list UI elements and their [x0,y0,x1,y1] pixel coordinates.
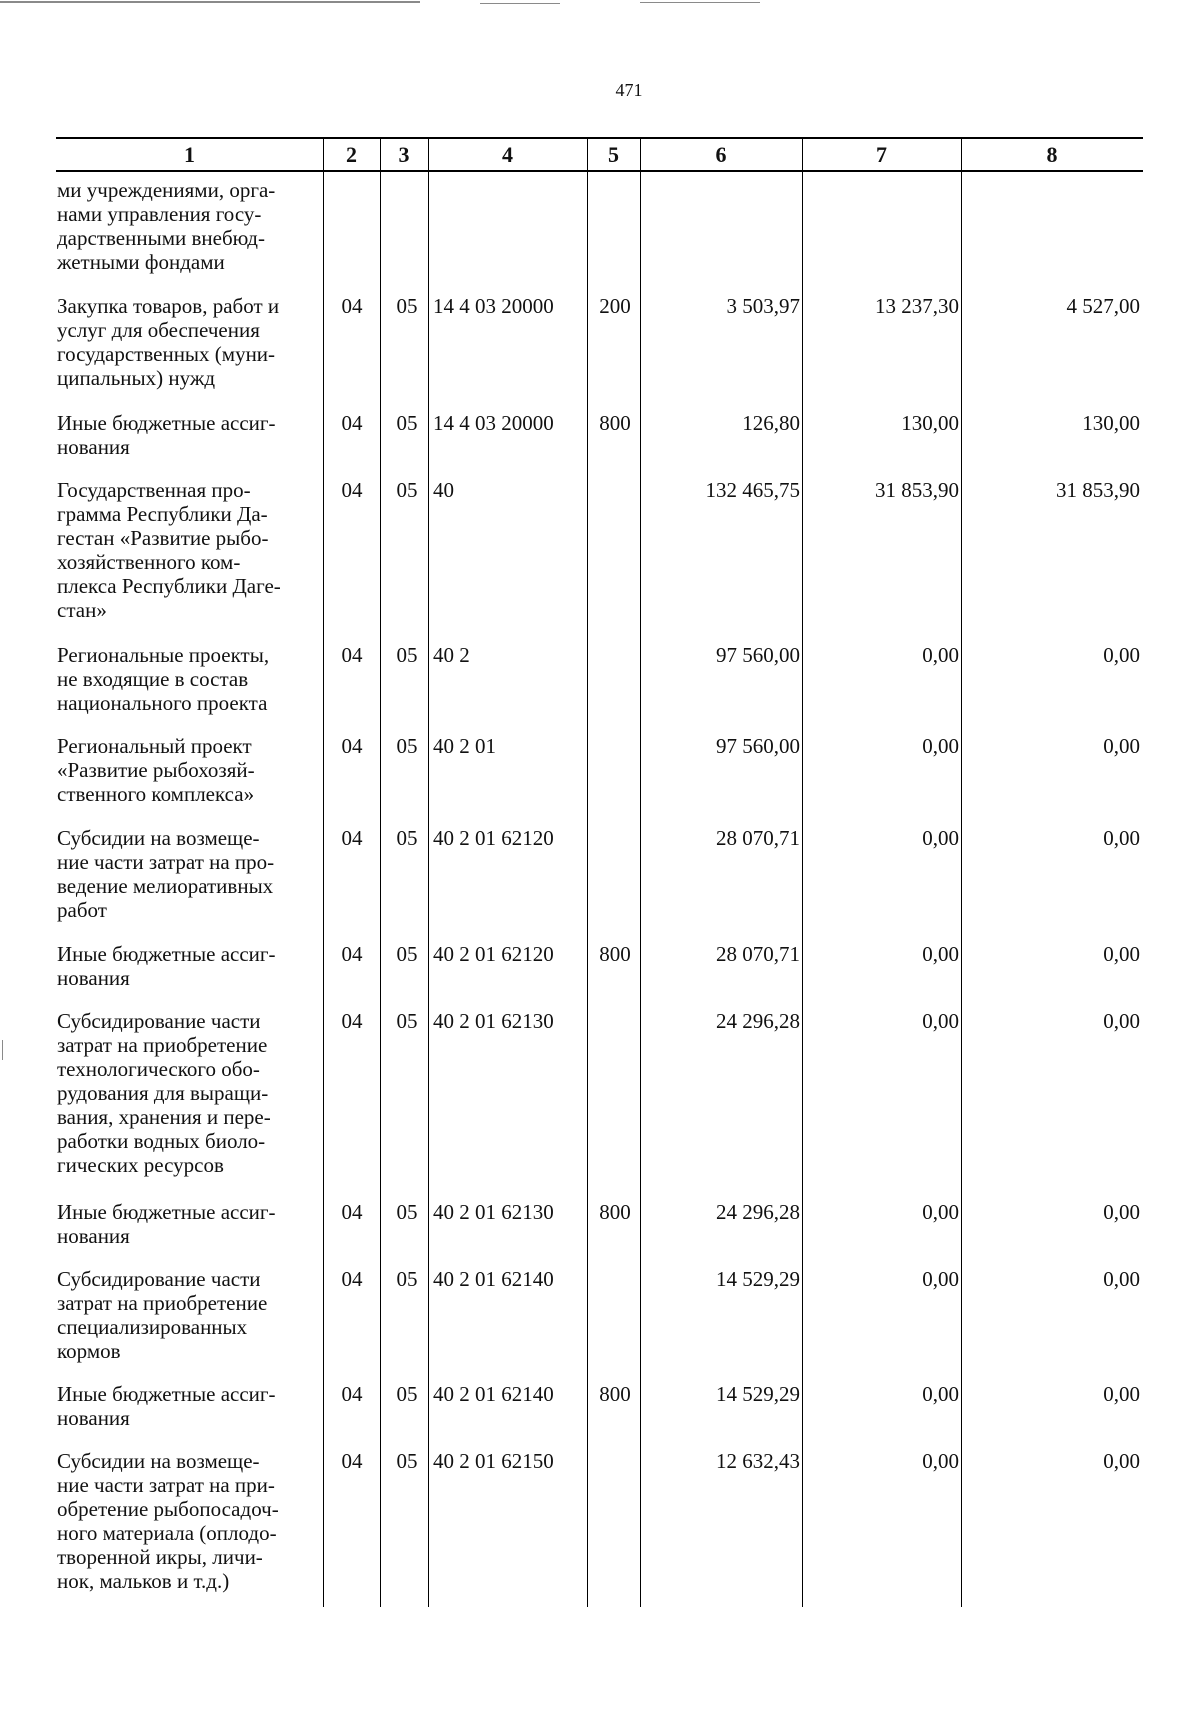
amount-column-8: 0,00 [1103,826,1140,850]
row-name: Региональные проекты, не входящие в состав национального проекта [57,643,270,715]
amount-column-6: 132 465,75 [705,478,800,502]
page-number: 471 [615,80,643,100]
section-code: 04 [341,643,363,667]
amount-column-7: 0,00 [922,942,959,966]
subsection-code: 05 [396,478,418,502]
scan-artifact-top-line [640,2,760,3]
target-article-code: 40 2 01 62130 [433,1200,554,1224]
column-divider [380,137,381,1607]
amount-column-6: 12 632,43 [716,1449,800,1473]
amount-column-8: 0,00 [1103,1200,1140,1224]
row-name: Субсидирование части затрат на приобретение специализированных кормов [57,1267,268,1363]
amount-column-7: 13 237,30 [875,294,959,318]
amount-column-8: 0,00 [1103,942,1140,966]
row-name: Иные бюджетные ассиг- нования [57,1382,276,1430]
amount-column-7: 0,00 [922,1200,959,1224]
amount-column-7: 0,00 [922,1382,959,1406]
column-divider [428,137,429,1607]
amount-column-8: 0,00 [1103,1382,1140,1406]
row-name: Субсидии на возмеще- ние части затрат на про- ведение мелиоративных работ [57,826,275,922]
amount-column-7: 0,00 [922,1267,959,1291]
amount-column-7: 31 853,90 [875,478,959,502]
continuation-text: ми учреждениями, орга- нами управления госу- дарственными внебюд- жетными фондами [57,178,276,274]
amount-column-6: 24 296,28 [716,1200,800,1224]
section-code: 04 [341,478,363,502]
amount-column-7: 0,00 [922,643,959,667]
column-header: 4 [502,142,513,167]
row-name: Субсидирование части затрат на приобретение технологического обо- рудования для выращи- вания, хранения и пере- работки водных биоло- гических ресурсов [57,1009,271,1177]
column-header: 8 [1046,142,1058,167]
scan-artifact-top-line [480,3,560,4]
amount-column-8: 130,00 [1082,411,1140,435]
row-name: Иные бюджетные ассиг- нования [57,1200,276,1248]
subsection-code: 05 [396,826,418,850]
subsection-code: 05 [396,734,418,758]
amount-column-7: 0,00 [922,1449,959,1473]
section-code: 04 [341,1449,363,1473]
subsection-code: 05 [396,1009,418,1033]
amount-column-7: 0,00 [922,734,959,758]
amount-column-8: 0,00 [1103,1267,1140,1291]
subsection-code: 05 [396,643,418,667]
amount-column-7: 0,00 [922,1009,959,1033]
amount-column-6: 126,80 [742,411,800,435]
target-article-code: 40 2 01 62120 [433,942,554,966]
expense-type-code: 800 [599,411,631,435]
expense-type-code: 800 [599,942,631,966]
amount-column-6: 24 296,28 [716,1009,800,1033]
row-name: Иные бюджетные ассиг- нования [57,942,276,990]
amount-column-6: 14 529,29 [716,1267,800,1291]
amount-column-7: 0,00 [922,826,959,850]
subsection-code: 05 [396,1267,418,1291]
subsection-code: 05 [396,411,418,435]
section-code: 04 [341,942,363,966]
row-name: Региональный проект «Развитие рыбохозяй- ственного комплекса» [57,734,255,806]
row-name: Государственная про- грамма Республики Да- гестан «Развитие рыбо- хозяйственного ком- плекса Республики Даге- стан» [57,478,281,622]
target-article-code: 40 2 01 62130 [433,1009,554,1033]
section-code: 04 [341,411,363,435]
amount-column-6: 28 070,71 [716,942,800,966]
subsection-code: 05 [396,942,418,966]
amount-column-8: 0,00 [1103,1449,1140,1473]
amount-column-8: 0,00 [1103,643,1140,667]
column-divider [323,137,324,1607]
section-code: 04 [341,734,363,758]
column-divider [802,137,803,1607]
expense-type-code: 200 [599,294,631,318]
target-article-code: 40 2 01 [433,734,496,758]
column-header: 6 [715,142,727,167]
header-bottom-rule [56,170,1143,172]
subsection-code: 05 [396,1382,418,1406]
amount-column-6: 3 503,97 [726,294,800,318]
amount-column-7: 130,00 [901,411,959,435]
expense-type-code: 800 [599,1200,631,1224]
amount-column-6: 97 560,00 [716,734,800,758]
amount-column-6: 97 560,00 [716,643,800,667]
subsection-code: 05 [396,1200,418,1224]
column-divider [961,137,962,1607]
scan-artifact-left-edge [2,1040,3,1060]
target-article-code: 14 4 03 20000 [433,411,554,435]
table-top-rule [56,137,1143,139]
section-code: 04 [341,1200,363,1224]
amount-column-8: 4 527,00 [1066,294,1140,318]
column-header: 1 [184,142,195,167]
row-name: Закупка товаров, работ и услуг для обеспечения государственных (муни- ципальных) нужд [57,294,280,390]
column-divider [587,137,588,1607]
section-code: 04 [341,1009,363,1033]
amount-column-8: 31 853,90 [1056,478,1140,502]
target-article-code: 40 2 01 62140 [433,1267,554,1291]
target-article-code: 40 [433,478,454,502]
column-header: 5 [608,142,619,167]
section-code: 04 [341,294,363,318]
section-code: 04 [341,1382,363,1406]
target-article-code: 40 2 01 62140 [433,1382,554,1406]
row-name: Иные бюджетные ассиг- нования [57,411,276,459]
target-article-code: 14 4 03 20000 [433,294,554,318]
amount-column-6: 28 070,71 [716,826,800,850]
expense-type-code: 800 [599,1382,631,1406]
section-code: 04 [341,1267,363,1291]
row-name: Субсидии на возмеще- ние части затрат на при- обретение рыбопосадоч- ного материала (оплодо- творенной икры, личи- нок, мальков и т.д.) [57,1449,279,1593]
column-header: 2 [346,142,357,167]
amount-column-8: 0,00 [1103,734,1140,758]
column-divider [640,137,641,1607]
target-article-code: 40 2 01 62150 [433,1449,554,1473]
amount-column-6: 14 529,29 [716,1382,800,1406]
scan-artifact-top-line [0,1,420,3]
section-code: 04 [341,826,363,850]
amount-column-8: 0,00 [1103,1009,1140,1033]
subsection-code: 05 [396,1449,418,1473]
subsection-code: 05 [396,294,418,318]
column-header: 7 [876,142,887,167]
target-article-code: 40 2 [433,643,470,667]
column-header: 3 [398,142,410,167]
target-article-code: 40 2 01 62120 [433,826,554,850]
